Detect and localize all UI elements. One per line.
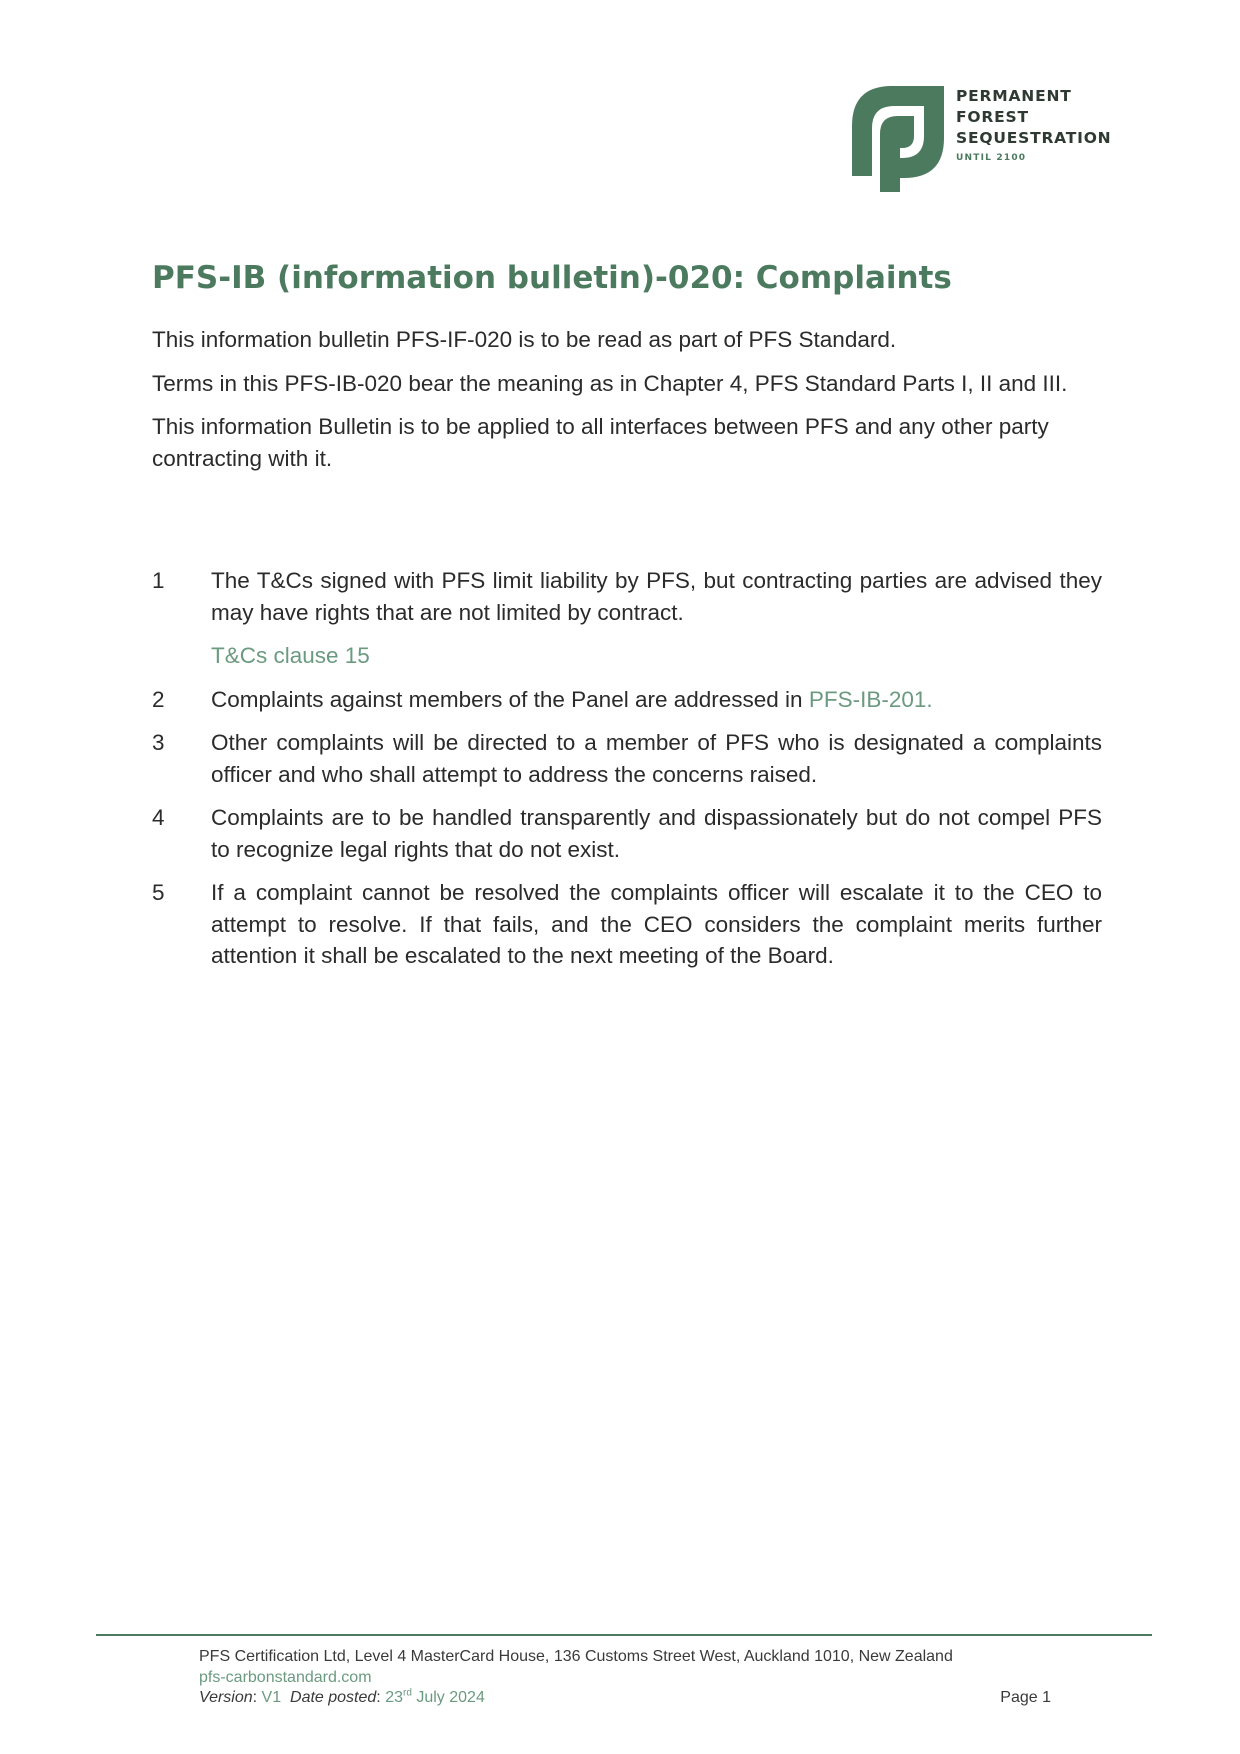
clause-body: [211, 877, 1102, 972]
intro-paragraph: Terms in this PFS-IB-020 bear the meaning as in Chapter 4, PFS Standard Parts I, II and III.: [152, 370, 1068, 396]
clause-item: [152, 684, 1102, 716]
clause-number: 2: [152, 686, 165, 712]
date-label: Date posted: [290, 1689, 377, 1706]
clause-text: Complaints are to be handled transparently and dispassionately but do not compel PFS to recognize legal rights that do not exist.: [211, 805, 1102, 862]
footer-version-date: Version: V1 Date posted: 23rd July 2024: [199, 1687, 485, 1706]
pfs-ib-201-link[interactable]: PFS-IB-201.: [808, 686, 933, 712]
clause-number: 4: [152, 805, 165, 830]
clause-number: 3: [152, 730, 165, 755]
clause-body: [211, 727, 1102, 790]
page-title: PFS-IB (information bulletin)-020: Complaints: [152, 260, 952, 296]
clause-body: [211, 802, 1102, 865]
logo-line-1: PERMANENT: [956, 87, 1072, 105]
clause-text: The T&Cs signed with PFS limit liability by PFS, but contracting parties are advised they may have rights that are not limited by contract.: [211, 568, 1102, 625]
clause-item: [152, 877, 1102, 972]
clause-item: [152, 727, 1102, 790]
pfs-logo-icon: [852, 86, 944, 192]
footer-address: PFS Certification Ltd, Level 4 MasterCard House, 136 Customs Street West, Auckland 1010, New Zealand: [199, 1648, 953, 1665]
clause-item: [152, 565, 1102, 672]
clause-text: Other complaints will be directed to a member of PFS who is designated a complaints officer and who shall attempt to address the concerns raised.: [211, 730, 1102, 787]
clause-body: [211, 565, 1102, 672]
logo-line-3: SEQUESTRATION: [956, 129, 1112, 147]
date-value: [385, 1689, 485, 1706]
page-number: Page 1: [1000, 1689, 1051, 1706]
footer-meta-row: [199, 1688, 1051, 1709]
footer-website-link[interactable]: pfs-carbonstandard.com: [199, 1668, 372, 1686]
logo-wordmark: [956, 86, 1111, 165]
version-label: Version: [199, 1689, 253, 1706]
clause-text-wrapper: [211, 684, 1102, 716]
clause-text: If a complaint cannot be resolved the complaints officer will escalate it to the CEO to attempt to resolve. If that fails, and the CEO considers the complaint merits further attention it shall be escalated to the next meeting of the Board.: [211, 880, 1102, 968]
clause-body: [211, 684, 1102, 716]
clause-reference: T&Cs clause 15: [211, 643, 370, 668]
date-rest: July 2024: [416, 1689, 485, 1706]
clause-number: 5: [152, 880, 165, 905]
intro-paragraph: This information bulletin PFS-IF-020 is to be read as part of PFS Standard.: [152, 327, 897, 352]
date-day: 23: [385, 1689, 403, 1706]
intro-section: [152, 324, 1102, 486]
version-value: V1: [261, 1689, 282, 1706]
footer-divider: [96, 1634, 1152, 1636]
brand-logo: [852, 86, 1132, 196]
logo-tagline: UNTIL 2100: [956, 153, 1027, 163]
page-footer: [199, 1647, 1051, 1709]
intro-paragraph: This information Bulletin is to be applied to all interfaces between PFS and any other party contracting with it.: [152, 414, 1049, 471]
clause-number: 1: [152, 568, 165, 593]
clause-text: Complaints against members of the Panel are addressed in: [211, 686, 809, 712]
date-suffix: rd: [402, 1687, 412, 1699]
logo-line-2: FOREST: [956, 108, 1029, 126]
clause-list: [152, 565, 1102, 984]
clause-item: [152, 802, 1102, 865]
